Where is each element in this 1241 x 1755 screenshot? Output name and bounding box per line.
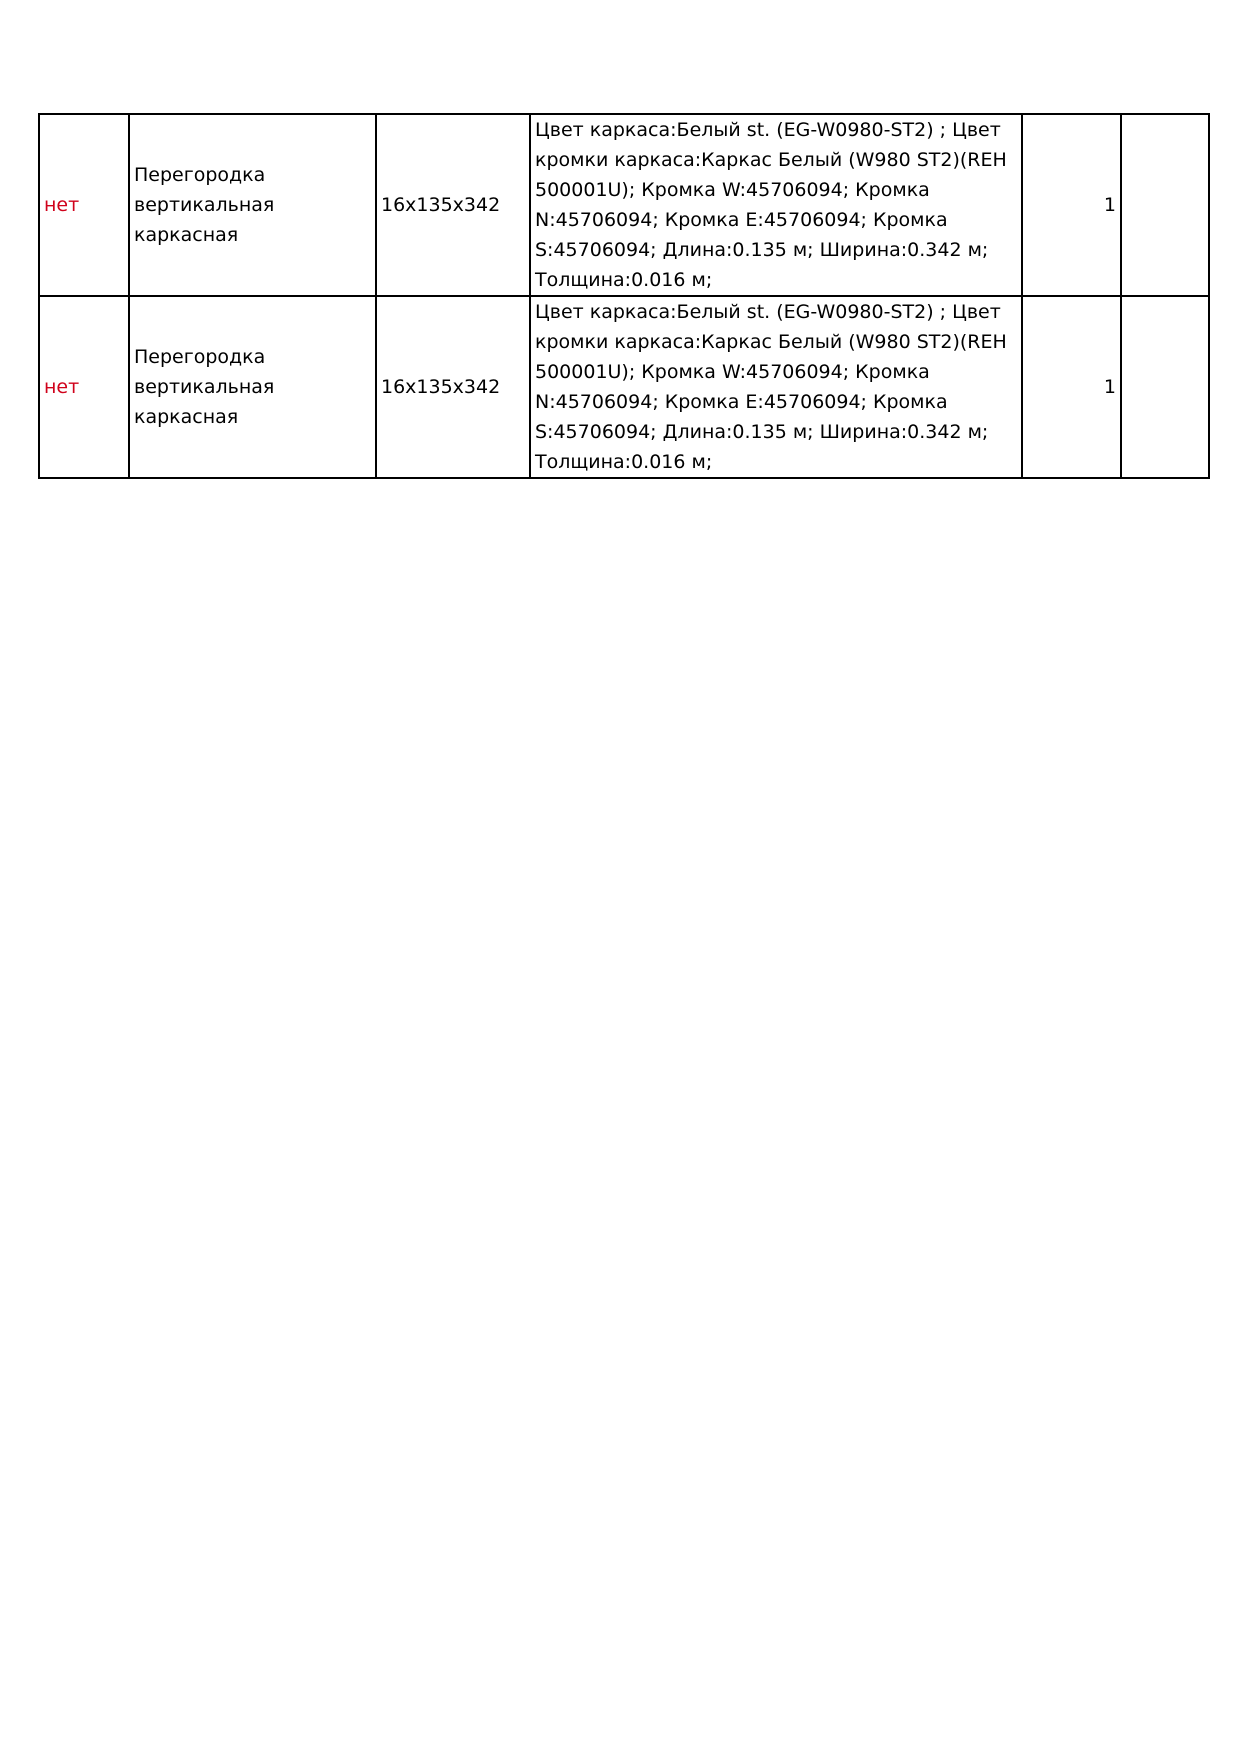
flag-text: нет	[44, 376, 80, 398]
extra-cell	[1121, 296, 1209, 478]
part-quantity-cell: 1	[1022, 296, 1121, 478]
flag-text: нет	[44, 194, 80, 216]
part-size-cell: 16x135x342	[376, 296, 530, 478]
part-description-cell: Цвет каркаса:Белый st. (EG-W0980-ST2) ; Цвет кромки каркаса:Каркас Белый (W980 ST2)(REH 500001U); Кромка W:45706094; Кромка N:45706094; Кромка E:45706094; Кромка S:45706094; Длина:0.135 м; Ширина:0.342 м; Толщина:0.016 м;	[530, 114, 1022, 296]
part-name-cell: Перегородка вертикальная каркасная	[129, 296, 376, 478]
flag-cell	[39, 296, 129, 478]
part-name-cell: Перегородка вертикальная каркасная	[129, 114, 376, 296]
part-quantity-cell: 1	[1022, 114, 1121, 296]
flag-cell	[39, 114, 129, 296]
table-row	[39, 114, 1209, 296]
extra-cell	[1121, 114, 1209, 296]
parts-table	[38, 113, 1210, 479]
part-description-cell: Цвет каркаса:Белый st. (EG-W0980-ST2) ; Цвет кромки каркаса:Каркас Белый (W980 ST2)(REH 500001U); Кромка W:45706094; Кромка N:45706094; Кромка E:45706094; Кромка S:45706094; Длина:0.135 м; Ширина:0.342 м; Толщина:0.016 м;	[530, 296, 1022, 478]
table-row	[39, 296, 1209, 478]
part-size-cell: 16x135x342	[376, 114, 530, 296]
